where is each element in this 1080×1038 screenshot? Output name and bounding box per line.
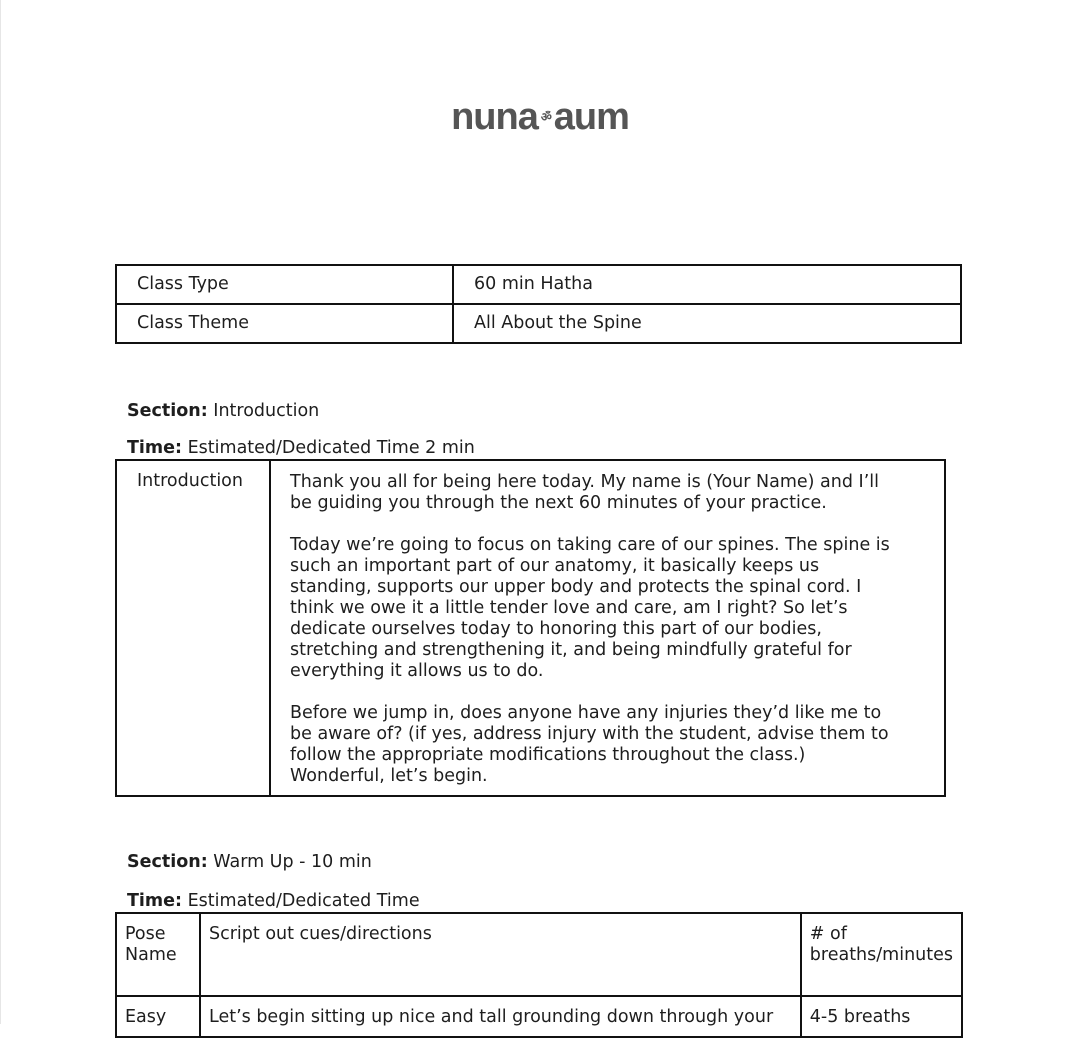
section-value: Introduction bbox=[213, 401, 320, 421]
time-label: Time: bbox=[127, 891, 183, 911]
time-label: Time: bbox=[127, 438, 183, 458]
intro-time-heading bbox=[127, 438, 475, 459]
class-theme-value: All About the Spine bbox=[453, 304, 961, 343]
introduction-row bbox=[116, 460, 945, 796]
introduction-label: Introduction bbox=[116, 460, 270, 796]
script-cell: Let’s begin sitting up nice and tall grounding down through your bbox=[200, 996, 801, 1037]
pose-name-cell: Easy bbox=[116, 996, 200, 1037]
warmup-time-heading bbox=[127, 891, 420, 912]
table-header-row bbox=[116, 913, 962, 996]
header-pose-name: Pose Name bbox=[116, 913, 200, 996]
section-label: Section: bbox=[127, 401, 208, 421]
introduction-table bbox=[115, 459, 946, 797]
header-script: Script out cues/directions bbox=[200, 913, 801, 996]
class-theme-label: Class Theme bbox=[116, 304, 453, 343]
header-breaths: # of breaths/minutes bbox=[801, 913, 962, 996]
time-value: Estimated/Dedicated Time bbox=[187, 891, 420, 911]
breaths-cell: 4-5 breaths bbox=[801, 996, 962, 1037]
class-type-label: Class Type bbox=[116, 265, 453, 304]
section-label: Section: bbox=[127, 852, 208, 872]
om-symbol-icon: ॐ bbox=[540, 110, 551, 125]
page-edge bbox=[0, 0, 1, 1024]
class-type-value: 60 min Hatha bbox=[453, 265, 961, 304]
intro-paragraph-3: Before we jump in, does anyone have any injuries they’d like me to be aware of? (if yes, address injury with the student, advise them to follow the appropriate modifications throughout the class.) Wonderful, let’s begin. bbox=[290, 703, 889, 786]
section-value: Warm Up - 10 min bbox=[213, 852, 372, 872]
logo-word-right: aum bbox=[553, 96, 629, 138]
brand-logo bbox=[0, 96, 1080, 139]
logo-word-left: nuna bbox=[451, 96, 538, 138]
time-value: Estimated/Dedicated Time 2 min bbox=[187, 438, 475, 458]
class-type-row bbox=[116, 265, 961, 304]
warmup-section-heading bbox=[127, 852, 372, 873]
class-theme-row bbox=[116, 304, 961, 343]
introduction-script bbox=[270, 460, 945, 796]
intro-section-heading bbox=[127, 401, 319, 422]
intro-paragraph-2: Today we’re going to focus on taking care of our spines. The spine is such an important part of our anatomy, it basically keeps us standing, supports our upper body and protects the spinal cord. I think we owe it a little tender love and care, am I right? So let’s dedicate ourselves today to honoring this part of our bodies, stretching and strengthening it, and being mindfully grateful for everything it allows us to do. bbox=[290, 535, 890, 681]
table-row bbox=[116, 996, 962, 1037]
warmup-table bbox=[115, 912, 963, 1038]
class-info-table bbox=[115, 264, 962, 344]
intro-paragraph-1: Thank you all for being here today. My name is (Your Name) and I’ll be guiding you through the next 60 minutes of your practice. bbox=[290, 472, 879, 513]
